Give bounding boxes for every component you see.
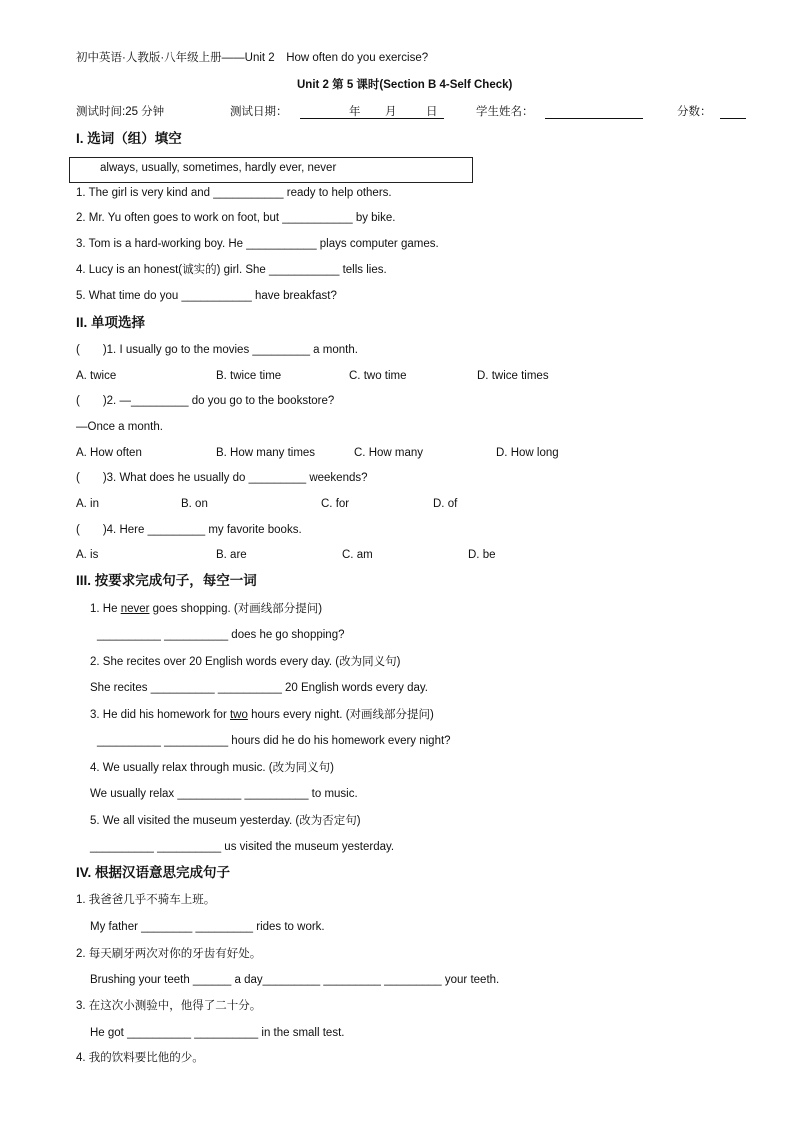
q1-option-c[interactable]: C. two time	[349, 370, 407, 382]
q4-option-b[interactable]: B. are	[216, 549, 247, 561]
q2-option-d[interactable]: D. How long	[496, 447, 559, 459]
s1-item-2: 2. Mr. Yu often goes to work on foot, but ___________ by bike.	[76, 212, 396, 224]
s4-item-3-answer: He got __________ __________ in the small test.	[90, 1027, 345, 1039]
s3-item-1: 1. He never goes shopping. (对画线部分提问)	[90, 603, 323, 615]
year-label: 年	[349, 106, 361, 118]
s3-item-5: 5. We all visited the museum yesterday. (改为否定句)	[90, 815, 361, 827]
s1-item-1: 1. The girl is very kind and ___________ ready to help others.	[76, 187, 392, 199]
s2-question-1: ( )1. I usually go to the movies _________ a month.	[76, 344, 358, 356]
section-4-heading: IV. 根据汉语意思完成句子	[76, 865, 231, 880]
q3-option-a[interactable]: A. in	[76, 498, 100, 510]
word-box	[69, 157, 473, 183]
test-date-field[interactable]	[300, 104, 444, 119]
test-time: 测试时间:25 分钟	[76, 106, 165, 118]
student-name-field[interactable]	[545, 104, 643, 119]
q3-option-c[interactable]: C. for	[321, 498, 350, 510]
month-label: 月	[385, 106, 397, 118]
q1-option-d[interactable]: D. twice times	[477, 370, 549, 382]
s2-question-2: ( )2. —_________ do you go to the bookstore?	[76, 395, 335, 407]
s1-item-4: 4. Lucy is an honest(诚实的) girl. She ___________ tells lies.	[76, 264, 387, 276]
q4-option-c[interactable]: C. am	[342, 549, 373, 561]
s3-item-2: 2. She recites over 20 English words every day. (改为同义句)	[90, 656, 401, 668]
q1-option-a[interactable]: A. twice	[76, 370, 117, 382]
score-field[interactable]	[720, 104, 746, 119]
q2-option-a[interactable]: A. How often	[76, 447, 142, 459]
student-name-label: 学生姓名：	[476, 106, 534, 118]
s3-item-2-answer: She recites __________ __________ 20 English words every day.	[90, 682, 428, 694]
q3-option-d[interactable]: D. of	[433, 498, 458, 510]
section-1-heading: I. 选词（组）填空	[76, 131, 182, 146]
s2-question-3: ( )3. What does he usually do _________ weekends?	[76, 472, 368, 484]
s2-question-2-reply: —Once a month.	[76, 421, 163, 433]
s1-item-5: 5. What time do you ___________ have breakfast?	[76, 290, 337, 302]
q4-option-a[interactable]: A. is	[76, 549, 99, 561]
s1-item-3: 3. Tom is a hard-working boy. He ___________ plays computer games.	[76, 238, 439, 250]
s4-item-2-answer: Brushing your teeth ______ a day_________ _________ _________ your teeth.	[90, 974, 500, 986]
section-3-heading: III. 按要求完成句子，每空一词	[76, 573, 257, 588]
s4-item-4: 4. 我的饮料要比他的少。	[76, 1052, 204, 1064]
underlined-word: never	[120, 603, 150, 615]
s3-item-1-answer: __________ __________ does he go shopping?	[97, 629, 345, 641]
s4-item-3: 3. 在这次小测验中，他得了二十分。	[76, 1000, 262, 1012]
lesson-title: Unit 2 第 5 课时(Section B 4-Self Check)	[297, 79, 513, 91]
course-line: 初中英语·人教版·八年级上册——Unit 2 How often do you exercise?	[76, 52, 429, 64]
s3-item-3-answer: __________ __________ hours did he do his homework every night?	[97, 735, 451, 747]
section-2-heading: II. 单项选择	[76, 315, 146, 330]
q2-option-b[interactable]: B. How many times	[216, 447, 316, 459]
s3-item-4-answer: We usually relax __________ __________ to music.	[90, 788, 358, 800]
q2-option-c[interactable]: C. How many	[354, 447, 424, 459]
s3-item-5-answer: __________ __________ us visited the museum yesterday.	[90, 841, 395, 853]
s4-item-1: 1. 我爸爸几乎不骑车上班。	[76, 894, 216, 906]
q1-option-b[interactable]: B. twice time	[216, 370, 282, 382]
q4-option-d[interactable]: D. be	[468, 549, 496, 561]
q3-option-b[interactable]: B. on	[181, 498, 208, 510]
test-date-label: 测试日期：	[230, 106, 288, 118]
underlined-word: two	[229, 709, 248, 721]
day-label: 日	[426, 106, 438, 118]
word-box-text: always, usually, sometimes, hardly ever, never	[100, 162, 337, 174]
score-label: 分数：	[677, 106, 712, 118]
s4-item-2: 2. 每天刷牙两次对你的牙齿有好处。	[76, 948, 262, 960]
s3-item-3: 3. He did his homework for two hours every night. (对画线部分提问)	[90, 709, 434, 721]
s3-item-4: 4. We usually relax through music. (改为同义句)	[90, 762, 334, 774]
s2-question-4: ( )4. Here _________ my favorite books.	[76, 524, 302, 536]
s4-item-1-answer: My father ________ _________ rides to work.	[90, 921, 325, 933]
